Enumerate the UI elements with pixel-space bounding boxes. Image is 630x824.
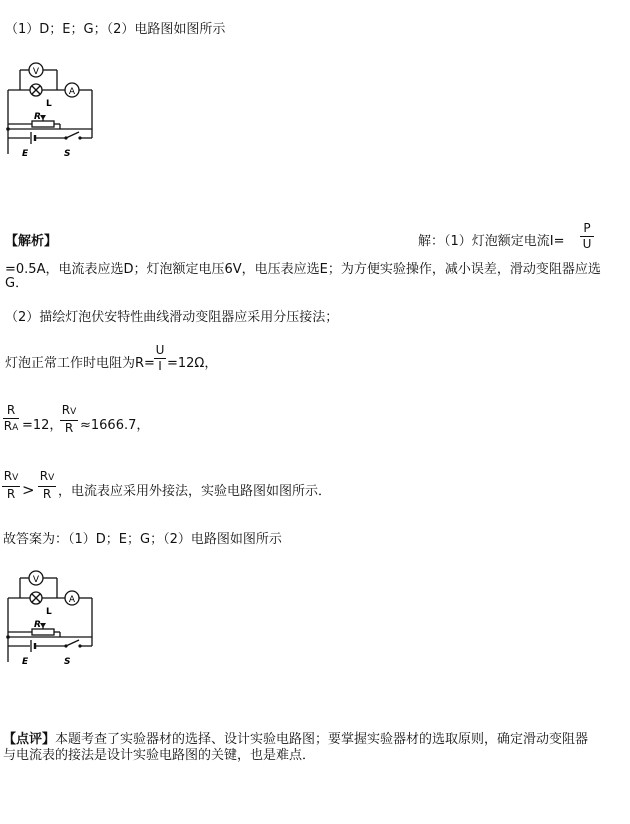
comment-text-cont: 与电流表的接法是设计实验电路图的关键，也是难点． bbox=[3, 748, 316, 763]
fraction-denominator: R bbox=[64, 421, 74, 435]
ammeter-label: A bbox=[68, 87, 76, 97]
analysis-line4-prefix: 灯泡正常工作时电阻为R= bbox=[5, 356, 155, 371]
analysis-line1: 解：（1）灯泡额定电流I= bbox=[418, 234, 565, 249]
battery-label: E bbox=[22, 657, 29, 667]
fraction-denominator: I bbox=[158, 359, 162, 373]
circuit-diagram-answer bbox=[0, 566, 100, 670]
fraction-numerator: R bbox=[3, 469, 13, 483]
fraction-u-over-i bbox=[154, 344, 166, 373]
voltmeter-label: V bbox=[32, 67, 40, 77]
fraction-numerator: R bbox=[39, 469, 49, 483]
analysis-tag: 【解析】 bbox=[5, 234, 58, 249]
battery-label: E bbox=[22, 149, 29, 159]
ratio1-value: =12， bbox=[22, 418, 63, 433]
rheostat-label: R bbox=[34, 112, 41, 122]
subscript-v: V bbox=[70, 407, 77, 417]
rheostat-label: R bbox=[34, 620, 41, 630]
analysis-line2-cont: G． bbox=[5, 276, 29, 291]
answer-line: （1）D；E；G；（2）电路图如图所示 bbox=[5, 22, 226, 37]
switch-label: S bbox=[64, 657, 71, 667]
subscript-a: A bbox=[12, 423, 19, 433]
fraction-r-over-ra bbox=[3, 404, 19, 435]
ammeter-label: A bbox=[68, 595, 76, 605]
switch-label: S bbox=[64, 149, 71, 159]
comparison-operator: > bbox=[22, 481, 35, 499]
subscript-v: V bbox=[12, 473, 19, 483]
subscript-v: V bbox=[48, 473, 55, 483]
fraction-numerator: R bbox=[61, 403, 71, 417]
final-answer: 故答案为：（1）D；E；G；（2）电路图如图所示 bbox=[3, 532, 282, 547]
analysis-line4-suffix: =12Ω， bbox=[167, 356, 218, 371]
fraction-numerator: P bbox=[583, 221, 591, 235]
fraction-denominator: U bbox=[582, 237, 592, 251]
fraction-rv-over-r-left bbox=[2, 470, 20, 501]
fraction-denominator: R bbox=[42, 487, 52, 501]
fraction-numerator: R bbox=[6, 403, 16, 417]
comment-paragraph bbox=[3, 732, 588, 748]
conclusion-text: ，电流表应采用外接法，实验电路图如图所示． bbox=[58, 484, 332, 499]
comment-tag: 【点评】 bbox=[3, 732, 56, 747]
lamp-label: L bbox=[46, 607, 52, 617]
comment-text: 本题考查了实验器材的选择、设计实验电路图；要掌握实验器材的选取原则，确定滑动变阻器 bbox=[55, 732, 589, 747]
circuit-diagram bbox=[0, 58, 100, 162]
fraction-rv-over-r bbox=[60, 404, 78, 435]
lamp-label: L bbox=[46, 99, 52, 109]
fraction-rv-over-r-right bbox=[38, 470, 56, 501]
ratio2-value: ≈1666.7， bbox=[80, 418, 150, 433]
fraction-denominator: R bbox=[3, 419, 13, 433]
voltmeter-label: V bbox=[32, 575, 40, 585]
fraction-numerator: U bbox=[155, 343, 165, 357]
analysis-line2: =0.5A，电流表应选D；灯泡额定电压6V，电压表应选E；为方便实验操作，减小误差，滑动变阻器应选 bbox=[5, 262, 601, 277]
fraction-denominator: R bbox=[6, 487, 16, 501]
fraction-p-over-u bbox=[580, 222, 594, 251]
analysis-line3: （2）描绘灯泡伏安特性曲线滑动变阻器应采用分压接法； bbox=[5, 310, 339, 325]
